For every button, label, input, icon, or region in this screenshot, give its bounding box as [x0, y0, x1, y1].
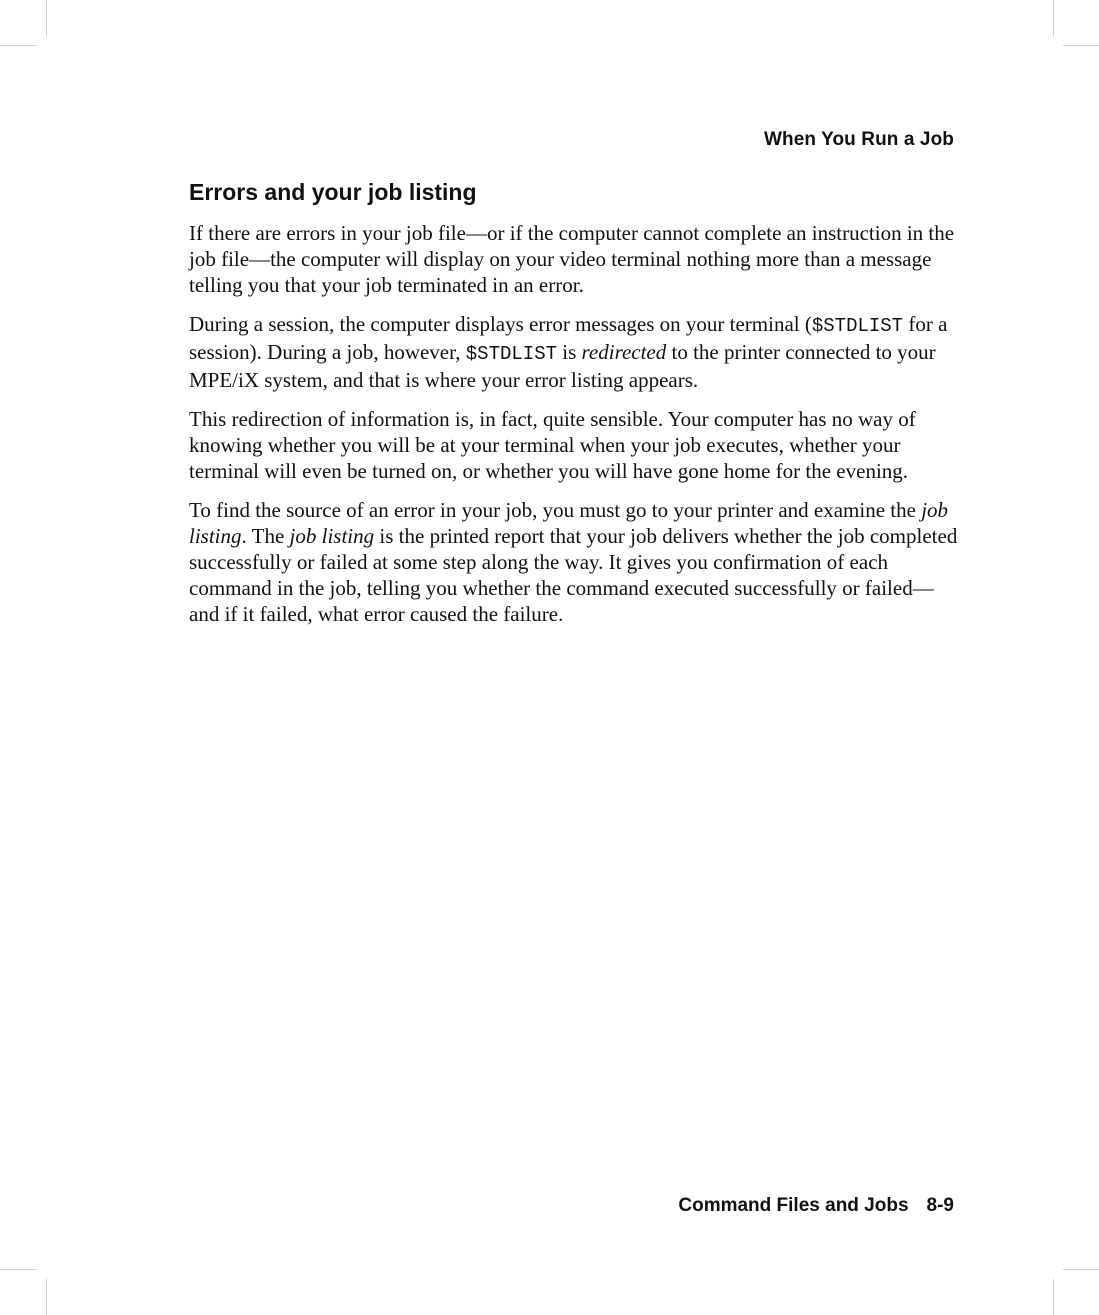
paragraph-4-text-b: . The: [241, 524, 290, 548]
stdlist-code-1: $STDLIST: [811, 315, 904, 337]
job-listing-emphasis-2: job listing: [289, 524, 375, 548]
crop-mark-bottom-left-horizontal: [0, 1269, 36, 1270]
page-number: 8-9: [926, 1195, 954, 1216]
crop-mark-top-right-horizontal: [1063, 45, 1099, 46]
section-heading: Errors and your job listing: [189, 179, 477, 205]
job-listing-emphasis-1: job listing: [189, 498, 949, 548]
page-footer: [678, 1195, 954, 1217]
crop-mark-bottom-left-vertical: [46, 1279, 47, 1315]
paragraph-4: [189, 497, 959, 627]
crop-mark-top-right-vertical: [1053, 0, 1054, 36]
paragraph-2-text-a: During a session, the computer displays error messages on your terminal (: [189, 312, 812, 336]
paragraph-1: If there are errors in your job file—or if the computer cannot complete an instruction in the job file—the computer will display on your video terminal nothing more than a message telling you that your job terminated in an error.: [189, 221, 955, 297]
paragraph-3: This redirection of information is, in fact, quite sensible. Your computer has no way of knowing whether you will be at your terminal when your job executes, whether your terminal will even be turned on, or whether you will have gone home for the evening.: [189, 407, 916, 483]
footer-chapter-title: Command Files and Jobs: [678, 1195, 909, 1216]
paragraph-2-text-d: to the printer connected to your MPE/iX system, and that is where your error listing appears.: [189, 340, 936, 392]
paragraph-4-text-a: To find the source of an error in your job, you must go to your printer and examine the: [189, 498, 922, 522]
body-text: [189, 220, 959, 640]
paragraph-4-text-c: is the printed report that your job delivers whether the job completed successfully or failed at some step along the way. It gives you confirmation of each command in the job, telling you whether the command executed successfully or failed—and if it failed, what error caused the failure.: [189, 524, 958, 626]
crop-mark-top-left-horizontal: [0, 45, 36, 46]
crop-mark-top-left-vertical: [46, 0, 47, 36]
crop-mark-bottom-right-horizontal: [1063, 1269, 1099, 1270]
stdlist-code-2: $STDLIST: [465, 343, 557, 365]
running-head: When You Run a Job: [763, 129, 954, 150]
paragraph-2-text-b: for a session). During a job, however,: [189, 312, 948, 364]
paragraph-2: [189, 311, 959, 393]
paragraph-2-text-c: is: [557, 340, 582, 364]
crop-mark-bottom-right-vertical: [1053, 1279, 1054, 1315]
redirected-emphasis: redirected: [581, 340, 667, 364]
